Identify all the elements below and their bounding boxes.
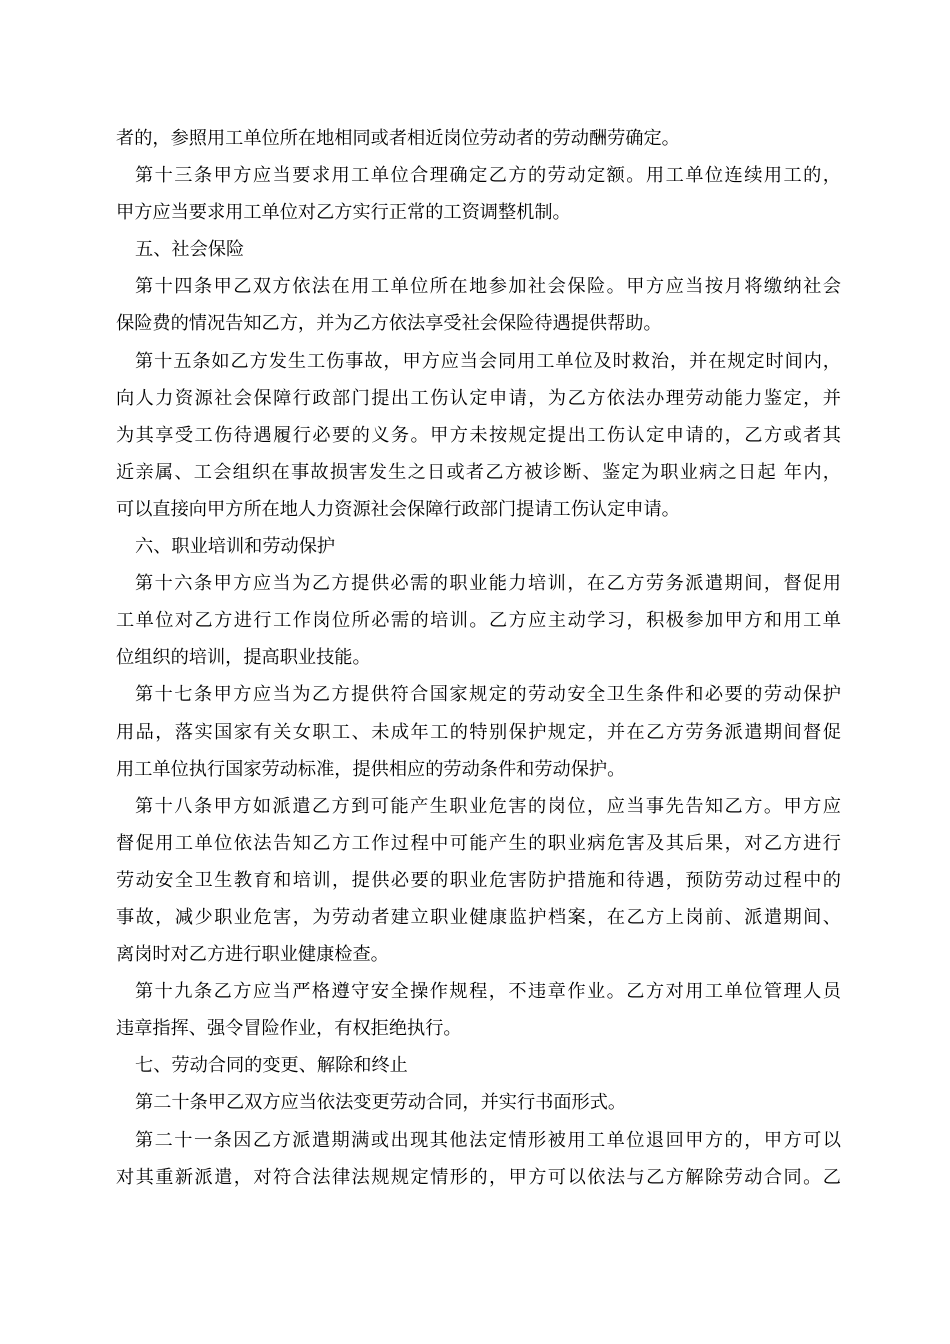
text-line: 第十七条甲方应当为乙方提供符合国家规定的劳动安全卫生条件和必要的劳动保护 (135, 684, 841, 706)
text-line: 向人力资源社会保障行政部门提出工伤认定申请，为乙方依法办理劳动能力鉴定，并 (116, 387, 841, 409)
text-line: 事故，减少职业危害，为劳动者建立职业健康监护档案，在乙方上岗前、派遣期间、 (116, 906, 841, 928)
text-line: 督促用工单位依法告知乙方工作过程中可能产生的职业病危害及其后果，对乙方进行 (116, 832, 841, 854)
text-line: 第十九条乙方应当严格遵守安全操作规程，不违章作业。乙方对用工单位管理人员 (135, 981, 841, 1003)
text-line: 可以直接向甲方所在地人力资源社会保障行政部门提请工伤认定申请。 (116, 498, 680, 520)
text-line: 第十四条甲乙双方依法在用工单位所在地参加社会保险。甲方应当按月将缴纳社会 (135, 276, 841, 298)
text-line: 甲方应当要求用工单位对乙方实行正常的工资调整机制。 (116, 202, 571, 224)
document-body (116, 120, 841, 1196)
text-line: 七、劳动合同的变更、解除和终止 (135, 1055, 408, 1077)
text-line: 工单位对乙方进行工作岗位所必需的培训。乙方应主动学习，积极参加甲方和用工单 (116, 610, 841, 632)
text-line: 用品，落实国家有关女职工、未成年工的特别保护规定，并在乙方劳务派遣期间督促 (116, 721, 841, 743)
text-line: 者的，参照用工单位所在地相同或者相近岗位劳动者的劳动酬劳确定。 (116, 128, 680, 149)
text-line: 对其重新派遣，对符合法律法规规定情形的，甲方可以依法与乙方解除劳动合同。乙 (116, 1166, 841, 1188)
text-line: 劳动安全卫生教育和培训，提供必要的职业危害防护措施和待遇，预防劳动过程中的 (116, 869, 841, 891)
text-line: 保险费的情况告知乙方，并为乙方依法享受社会保险待遇提供帮助。 (116, 313, 662, 335)
text-line: 第十三条甲方应当要求用工单位合理确定乙方的劳动定额。用工单位连续用工的， (135, 165, 841, 187)
text-line: 六、职业培训和劳动保护 (135, 536, 336, 558)
text-line: 用工单位执行国家劳动标准，提供相应的劳动条件和劳动保护。 (116, 758, 626, 780)
text-line: 第十五条如乙方发生工伤事故，甲方应当会同用工单位及时救治，并在规定时间内， (135, 350, 841, 372)
text-line: 第二十一条因乙方派遣期满或出现其他法定情形被用工单位退回甲方的，甲方可以 (135, 1129, 841, 1151)
text-line: 第二十条甲乙双方应当依法变更劳动合同，并实行书面形式。 (135, 1092, 627, 1114)
text-line: 第十八条甲方如派遣乙方到可能产生职业危害的岗位，应当事先告知乙方。甲方应 (135, 795, 841, 817)
text-line: 离岗时对乙方进行职业健康检查。 (116, 944, 389, 966)
text-line: 近亲属、工会组织在事故损害发生之日或者乙方被诊断、鉴定为职业病之日起 年内， (116, 461, 841, 483)
text-line: 位组织的培训，提高职业技能。 (116, 647, 371, 669)
text-line: 第十六条甲方应当为乙方提供必需的职业能力培训，在乙方劳务派遣期间，督促用 (135, 573, 841, 595)
text-line: 为其享受工伤待遇履行必要的义务。甲方未按规定提出工伤认定申请的，乙方或者其 (116, 424, 841, 446)
text-line: 违章指挥、强令冒险作业，有权拒绝执行。 (116, 1018, 462, 1040)
text-line: 五、社会保险 (135, 239, 245, 261)
